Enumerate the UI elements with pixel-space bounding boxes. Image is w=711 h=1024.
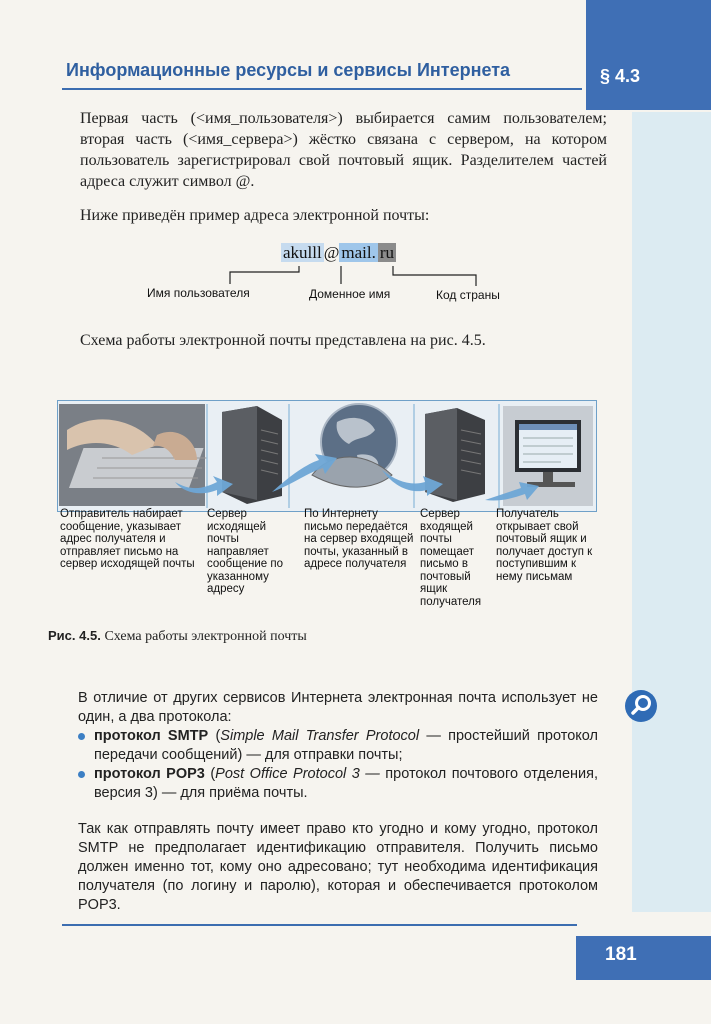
protocol-description: — простейший протокол передачи сообщений) — для отправки почты; xyxy=(94,728,598,763)
page-number-tab xyxy=(576,936,711,980)
search-icon xyxy=(625,690,657,722)
paragraph-scheme-intro: Схема работы электронной почты представлена на рис. 4.5. xyxy=(80,332,486,349)
paragraph-identification: Так как отправлять почту имеет право кто угодно и кому угодно, протокол SMTP не предполагает идентификацию отправителя. Получить письмо должен именно тот, кому оно адресовано; тут необходима идентификация получателя (по логину и паролю), которая и обеспечивается протоколом POP3. xyxy=(78,821,598,913)
outgoing-server-image xyxy=(222,406,282,504)
label-username: Имя пользователя xyxy=(147,286,250,300)
protocol-name: протокол SMTP xyxy=(94,728,209,744)
email-label-connectors xyxy=(0,0,711,300)
section-number: § 4.3 xyxy=(600,66,641,86)
label-country-code: Код страны xyxy=(436,288,500,302)
protocol-name: протокол POP3 xyxy=(94,766,205,782)
protocols-block xyxy=(78,689,598,803)
figure-number: Рис. 4.5. xyxy=(48,628,101,643)
email-country-part: ru xyxy=(379,243,395,262)
caption-incoming-server: Сервер входящей почты помещает письмо в почтовый ящик получателя xyxy=(420,508,482,608)
figure-title: Схема работы электронной почты xyxy=(104,629,307,644)
figure-caption xyxy=(48,628,307,645)
paragraph-address-parts: Первая часть (<имя_пользователя>) выбирается самим пользователем; вторая часть (<имя_сервера>) жёстко связана с сервером, на котором пользователь зарегистрировал свой почтовый ящик. Разделителем частей адреса служит символ @. xyxy=(80,110,607,190)
diagram-illustrations xyxy=(57,400,597,512)
caption-receiver: Получатель открывает свой почтовый ящик и получает доступ к поступившим к нему письмам xyxy=(496,508,593,583)
caption-internet: По Интернету письмо передаётся на сервер входящей почты, указанный в адресе получателя xyxy=(304,508,414,570)
protocols-intro: В отличие от других сервисов Интернета электронная почта использует не один, а два протокола: xyxy=(78,690,598,725)
list-item: протокол POP3 (Post Office Protocol 3 — протокол почтового отделения, версия 3) — для приёма почты. xyxy=(78,765,598,803)
label-domain: Доменное имя xyxy=(309,287,391,301)
protocol-description: протокол почтового отделения, версия 3) — для приёма почты. xyxy=(94,766,598,801)
email-at: @ xyxy=(323,243,340,262)
list-item: протокол SMTP (Simple Mail Transfer Protocol — простейший протокол передачи сообщений) — для отправки почты; xyxy=(78,727,598,765)
sender-keyboard-image xyxy=(59,404,207,506)
globe-internet-image xyxy=(312,404,397,487)
caption-outgoing-server: Сервер исходящей почты направляет сообщение по указанному адресу xyxy=(207,508,283,595)
email-user-part: akulll xyxy=(283,243,322,262)
paragraph-example-intro: Ниже приведён пример адреса электронной почты: xyxy=(80,207,430,224)
protocol-list xyxy=(78,727,598,803)
email-domain-part: mail. xyxy=(341,243,376,262)
page-header-title: Информационные ресурсы и сервисы Интернета xyxy=(66,60,511,80)
footer-rule xyxy=(62,924,577,926)
protocol-full-name: Simple Mail Transfer Protocol xyxy=(220,728,420,744)
protocol-full-name: Post Office Protocol 3 — xyxy=(215,766,380,782)
page-number: 181 xyxy=(605,944,637,965)
caption-sender: Отправитель набирает сообщение, указывает адрес получателя и отправляет письмо на сервер исходящей почты xyxy=(60,508,195,570)
